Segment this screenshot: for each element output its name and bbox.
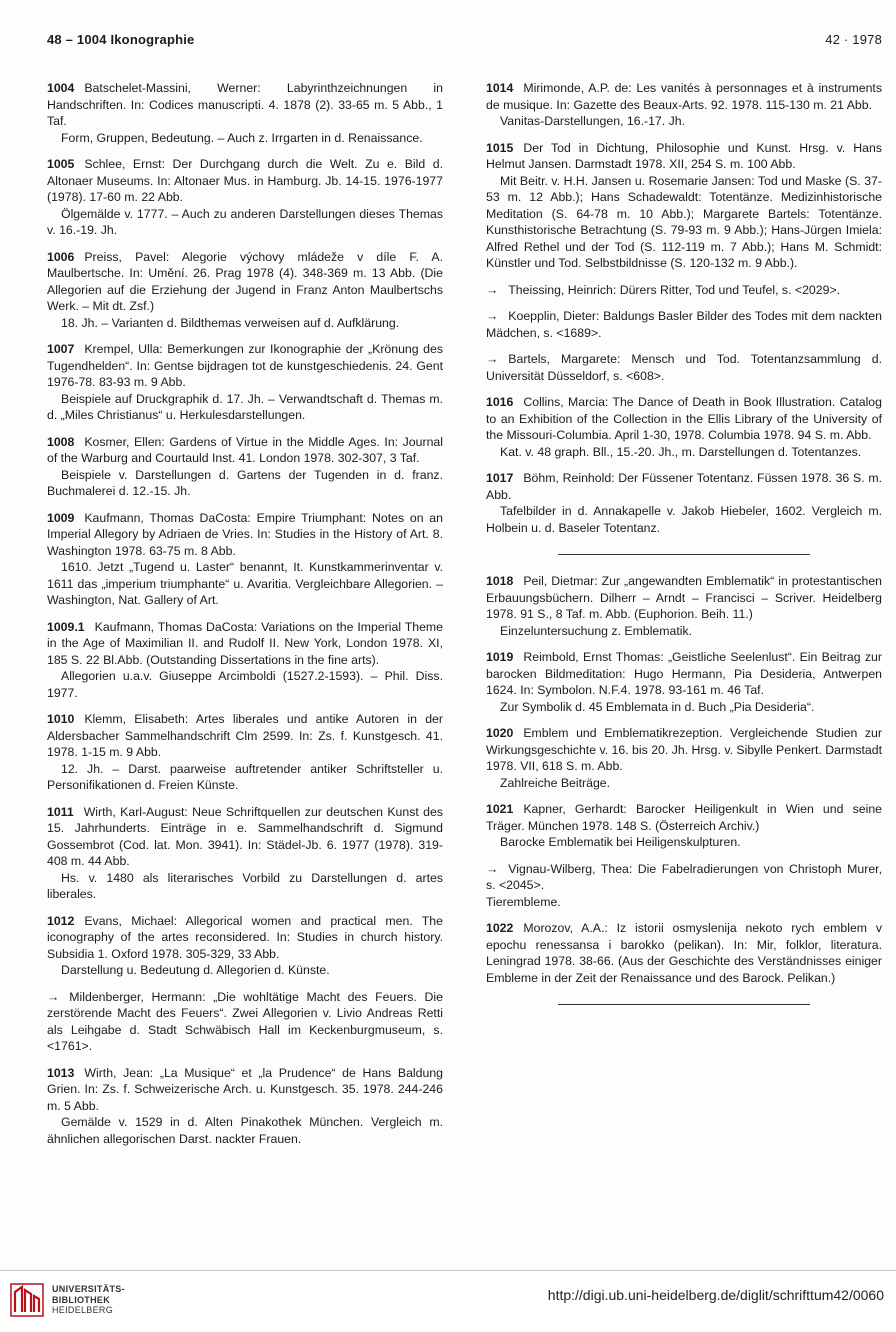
entry-citation: Emblem und Emblematikrezeption. Vergleichende Studien zur Wirkungsgeschichte v. 16. bis 20. Jh. Hrsg. v. Sibylle Penkert. Darmstadt 1978. VII, 618 S. m. Abb. [486, 726, 882, 773]
entry-1014 [486, 80, 882, 130]
entry-annotation: 18. Jh. – Varianten d. Bildthemas verweisen auf d. Aufklärung. [61, 315, 400, 330]
arrow-right-icon: → [486, 861, 499, 876]
entry-annotation: Zahlreiche Beiträge. [500, 775, 611, 790]
library-emblem-icon [10, 1283, 44, 1317]
entry-number: 1013 [47, 1065, 75, 1080]
entry-annotation: Ölgemälde v. 1777. – Auch zu anderen Darstellungen dieses Themas v. 16.-19. Jh. [47, 206, 443, 237]
entry-annotation: Einzeluntersuchung z. Emblematik. [500, 623, 693, 638]
entry-annotation: Hs. v. 1480 als literarisches Vorbild zu Darstellungen d. artes liberales. [47, 870, 443, 901]
entry-1021 [486, 801, 882, 851]
entry-1004 [47, 80, 443, 146]
entry-1009 [47, 510, 443, 609]
entry-citation: Kaufmann, Thomas DaCosta: Variations on the Imperial Theme in the Age of Maximilian II. and Rudolf II. New York, London 1978. XI, 185 S. 22 Bl.Abb. (Outstanding Dissertations in the fine arts). [47, 619, 443, 667]
entry-1012 [47, 913, 443, 979]
entry-citation: Wirth, Jean: „La Musique“ et „la Prudence“ de Hans Baldung Grien. In: Zs. f. Schweizerische Arch. u. Kunstgesch. 35. 1978. 244-246 m. 5 Abb. [47, 1065, 443, 1113]
entry-citation: Collins, Marcia: The Dance of Death in Book Illustration. Catalog to an Exhibition of the Collection in the Ellis Library of the University of the Missouri-Columbia. April 1-30, 1978. Columbia 1978. 94 S. m. Abb. [486, 395, 882, 442]
arrow-right-icon: → [486, 282, 499, 297]
logo-line-1: UNIVERSITÄTS- [52, 1284, 125, 1294]
entry-1005 [47, 156, 443, 239]
entry-citation: Mirimonde, A.P. de: Les vanités à personnages et à instruments de musique. In: Gazette des Beaux-Arts. 92. 1978. 115-130 m. 21 Abb. [486, 81, 882, 112]
entry-annotation: 12. Jh. – Darst. paarweise auftretender antiker Schriftsteller u. Personifikationen d. Freien Künste. [47, 761, 443, 792]
section-divider [558, 1004, 810, 1005]
entry-1017 [486, 470, 882, 536]
entry-number: 1017 [486, 471, 514, 485]
cross-reference-text: Bartels, Margarete: Mensch und Tod. Totentanzsammlung d. Universität Düsseldorf, s. <608>. [486, 352, 882, 383]
entry-number: 1011 [47, 804, 74, 819]
entry-number: 1018 [486, 574, 514, 588]
cross-reference-mildenberger [47, 989, 443, 1055]
entry-citation: Kosmer, Ellen: Gardens of Virtue in the Middle Ages. In: Journal of the Warburg and Courtauld Inst. 41. London 1978. 302-307, 3 Taf. [47, 434, 443, 465]
entry-number: 1015 [486, 140, 514, 155]
entry-annotation: Beispiele auf Druckgraphik d. 17. Jh. – Verwandtschaft d. Themas m. d. „Miles Christianus“ u. Herkulesdarstellungen. [47, 391, 443, 422]
entry-annotation: Darstellung u. Bedeutung d. Allegorien d. Künste. [61, 963, 330, 977]
entry-number: 1008 [47, 434, 75, 449]
arrow-right-icon: → [486, 309, 499, 323]
arrow-right-icon: → [47, 989, 60, 1004]
entry-annotation: Beispiele v. Darstellungen d. Gartens der Tugenden in d. franz. Buchmalerei d. 12.-15. Jh. [47, 467, 443, 498]
entry-citation: Peil, Dietmar: Zur „angewandten Emblematik“ in protestantischen Erbauungsbüchern. Dilherr – Arndt – Francisci – Scriver. Heidelberg 1978. 91 S., 8 Taf. m. Abb. (Euphorion. Beih. 11.) [486, 574, 882, 621]
entry-number: 1010 [47, 712, 75, 726]
left-column [47, 80, 443, 1157]
entry-citation: Wirth, Karl-August: Neue Schriftquellen zur deutschen Kunst des 15. Jahrhunderts. Einträge in e. Sammelhandschrift d. Sigmund Gossembrot (Cod. lat. Mon. 3941). In: Städel-Jb. 6. 1977 (1978). 319-408 m. 44 Abb. [47, 804, 443, 868]
running-head [47, 32, 882, 52]
entry-annotation: Zur Symbolik d. 45 Emblemata in d. Buch „Pia Desideria“. [500, 699, 815, 714]
entry-1009-1 [47, 619, 443, 702]
entry-citation: Kaufmann, Thomas DaCosta: Empire Triumphant: Notes on an Imperial Allegory by Adriaen de Vries. In: Studies in the History of Art. 8. Washington 1978. 63-75 m. 8 Abb. [47, 510, 443, 558]
logo-line-3: HEIDELBERG [52, 1305, 114, 1315]
entry-citation: Batschelet-Massini, Werner: Labyrinthzeichnungen in Handschriften. In: Codices manuscripti. 4. 1878 (2). 33-65 m. 5 Abb., 1 Taf. [47, 81, 443, 128]
cross-reference-koepplin [486, 308, 882, 341]
entry-annotation: Kat. v. 48 graph. Bll., 15.-20. Jh., m. Darstellungen d. Totentanzes. [500, 444, 862, 459]
entry-1011 [47, 804, 443, 903]
source-url-link[interactable]: http://digi.ub.uni-heidelberg.de/diglit/schrifttum42/0060 [547, 1287, 884, 1303]
entry-1019 [486, 649, 882, 715]
entry-annotation: Form, Gruppen, Bedeutung. – Auch z. Irrgarten in d. Renaissance. [61, 130, 423, 145]
entry-number: 1012 [47, 913, 75, 928]
running-head-right: 42 · 1978 [825, 32, 882, 47]
entry-number: 1006 [47, 249, 75, 264]
entry-number: 1007 [47, 342, 75, 356]
logo-line-2: BIBLIOTHEK [52, 1294, 110, 1305]
entry-annotation: Allegorien u.a.v. Giuseppe Arcimboldi (1527.2-1593). – Phil. Diss. 1977. [47, 669, 443, 700]
entry-citation: Preiss, Pavel: Alegorie výchovy mládeže v díle F. A. Maulbertsche. In: Umění. 26. Prag 1978 (4). 348-369 m. 13 Abb. (Die Allegorien auf die Erziehung der Jugend in Franz Anton Maulbertschs Werk. – Mit dt. Zsf.) [47, 249, 443, 313]
entry-annotation: Vanitas-Darstellungen, 16.-17. Jh. [500, 114, 686, 128]
arrow-right-icon: → [486, 352, 499, 366]
right-column [486, 80, 882, 1023]
entry-number: 1009 [47, 510, 75, 525]
cross-reference-text: Theissing, Heinrich: Dürers Ritter, Tod und Teufel, s. <2029>. [508, 282, 841, 297]
entry-1016 [486, 394, 882, 460]
cross-reference-theissing [486, 282, 882, 299]
entry-citation: Evans, Michael: Allegorical women and practical men. The iconography of the artes reconsidered. In: Studies in church history. Subsidia 1. Oxford 1978. 305-329, 33 Abb. [47, 913, 443, 961]
entry-1020 [486, 725, 882, 791]
entry-number: 1021 [486, 802, 514, 816]
entry-annotation: Barocke Emblematik bei Heiligenskulpturen. [500, 835, 741, 849]
entry-annotation: Tafelbilder in d. Annakapelle v. Jakob Hiebeler, 1602. Vergleich m. Holbein u. d. Baseler Totentanz. [486, 504, 882, 535]
entry-number: 1004 [47, 81, 75, 95]
entry-number: 1014 [486, 81, 514, 95]
entry-number: 1022 [486, 921, 514, 935]
section-divider [558, 554, 810, 555]
entry-number: 1009.1 [47, 619, 85, 634]
cross-reference-text: Vignau-Wilberg, Thea: Die Fabelradierungen von Christoph Murer, s. <2045>. [486, 861, 882, 892]
cross-reference-text: Koepplin, Dieter: Baldungs Basler Bilder des Todes mit dem nackten Mädchen, s. <1689>. [486, 309, 882, 340]
entry-1010 [47, 711, 443, 794]
cross-reference-vignau [486, 861, 882, 911]
entry-annotation: Gemälde v. 1529 in d. Alten Pinakothek München. Vergleich m. ähnlichen allegorischen Darst. nackter Frauen. [47, 1115, 443, 1146]
cross-reference-text: Mildenberger, Hermann: „Die wohltätige Macht des Feuers. Die zerstörende Macht des Feuers“. Zwei Allegorien v. Livio Andreas Retti als Leihgabe d. Stadt Schwäbisch Hall im Keckenburgmuseum, s. <1761>. [47, 989, 443, 1053]
entry-annotation: Mit Beitr. v. H.H. Jansen u. Rosemarie Jansen: Tod und Maske (S. 37-53 m. 12 Abb.); Hans Schadewaldt: Totentänze. Medizinhistorische Meditation (S. 64-78 m. 10 Abb.); Margarete Bartels: Totentänze. Kunsthistorische Betrachtung (S. 79-93 m. 9 Abb.); Hans-Jürgen Imiela: Alfred Rethel und der Tod (S. 112-119 m. 7 Abb.); Hans M. Schmidt: Künstler und Tod. Selbstbildnisse (S. 120-132 m. 9 Abb.). [486, 173, 882, 270]
entry-number: 1020 [486, 726, 514, 740]
entry-citation: Reimbold, Ernst Thomas: „Geistliche Seelenlust“. Ein Beitrag zur barocken Bildmeditation: Hugo Hermann, Pia Desideria, Antwerpen 1624. In: Symbolon. N.F.4. 1978. 93-161 m. 46 Taf. [486, 650, 882, 697]
entry-citation: Böhm, Reinhold: Der Füssener Totentanz. Füssen 1978. 36 S. m. Abb. [486, 471, 882, 502]
entry-number: 1019 [486, 650, 514, 664]
entry-1007 [47, 341, 443, 424]
entry-1013 [47, 1065, 443, 1148]
entry-citation: Krempel, Ulla: Bemerkungen zur Ikonographie der „Krönung des Tugendhelden“. In: Gentse bijdragen tot de kunstgeschiedenis. 24. Gent 1976-78. 83-93 m. 9 Abb. [47, 342, 443, 389]
entry-citation: Morozov, A.A.: Iz istorii osmyslenija nekoto rych emblem v epochu renessansa i barokko (pelikan). In: Mir, folklor, literatura. Leningrad 1978. 38-66. (Aus der Geschichte des Verständnisses einiger Embleme in der Zeit der Renaissance und des Barock. Pelikan.) [486, 921, 882, 985]
entry-citation: Kapner, Gerhardt: Barocker Heiligenkult in Wien und seine Träger. München 1978. 148 S. (Österreich Archiv.) [486, 802, 882, 833]
entry-1006 [47, 249, 443, 332]
entry-1018 [486, 573, 882, 639]
entry-citation: Klemm, Elisabeth: Artes liberales und antike Autoren in der Aldersbacher Sammelhandschrift Clm 2599. In: Zs. f. Kunstgesch. 41. 1978. 1-15 m. 9 Abb. [47, 712, 443, 759]
entry-1015 [486, 140, 882, 272]
running-head-left: 48 – 1004 Ikonographie [47, 32, 195, 47]
entry-citation: Schlee, Ernst: Der Durchgang durch die Welt. Zu e. Bild d. Altonaer Museums. In: Altonaer Mus. in Hamburg. Jb. 14-15. 1976-1977 (1978). 17-60 m. 22 Abb. [47, 157, 443, 204]
cross-reference-bartels [486, 351, 882, 384]
cross-reference-annotation: Tierembleme. [486, 894, 561, 909]
entry-1008 [47, 434, 443, 500]
entry-1022 [486, 920, 882, 986]
library-logo[interactable] [10, 1281, 160, 1321]
entry-number: 1005 [47, 157, 75, 171]
entry-citation: Der Tod in Dichtung, Philosophie und Kunst. Hrsg. v. Hans Helmut Jansen. Darmstadt 1978. XII, 254 S. m. 100 Abb. [486, 140, 882, 171]
digitization-footer [0, 1270, 896, 1332]
entry-number: 1016 [486, 395, 514, 409]
entry-annotation: 1610. Jetzt „Tugend u. Laster“ benannt, It. Kunstkammerinventar v. 1611 das „imperium triumphante“ u. Avaritia. Vergleichbare Allegorien. – Washington, Nat. Gallery of Art. [47, 560, 443, 607]
